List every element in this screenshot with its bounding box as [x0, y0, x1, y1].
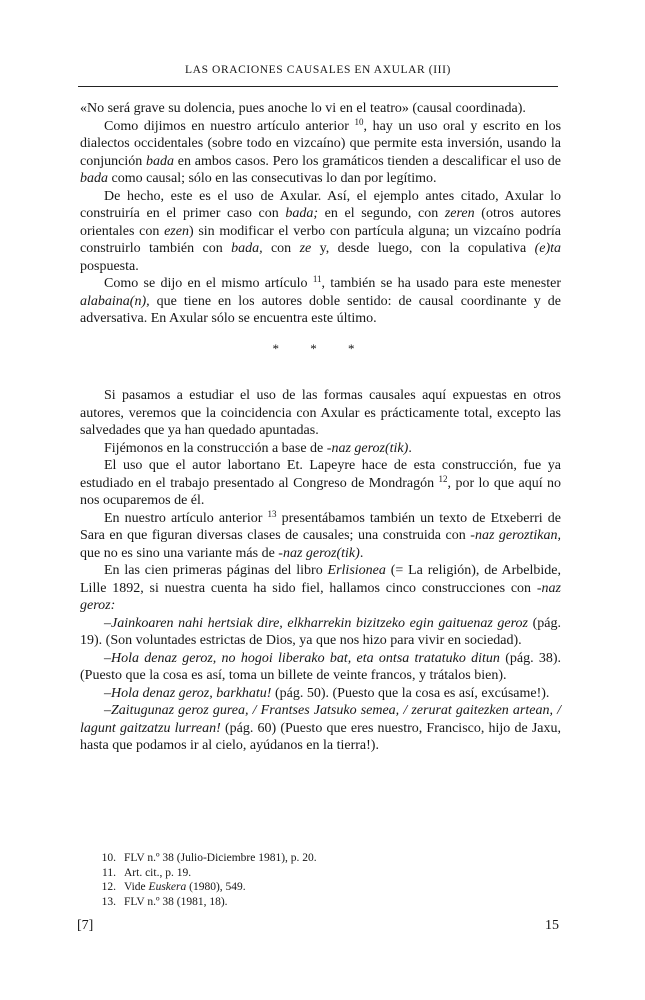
book-title: Erlisionea	[327, 563, 386, 578]
italic-term: -naz geroztikan,	[470, 528, 561, 543]
paragraph: «No será grave su dolencia, pues anoche lo vi en el teatro» (causal coordinada).	[80, 101, 526, 116]
quote-example	[80, 615, 561, 650]
italic-term: bada,	[231, 241, 263, 256]
text-run: , por lo que aquí no nos ocuparemos de él.	[80, 475, 561, 508]
quote-translation: (pág. 38). (Puesto que la cosa es así, toma un billete de veinte francos, y trátalos bien).	[80, 650, 561, 683]
paragraph	[80, 562, 561, 615]
italic-term: ze	[299, 241, 312, 256]
text-run: , también se ha usado para este menester	[321, 276, 561, 291]
text-run: y, desde luego, con la copulativa	[311, 241, 535, 256]
footnote-number: 13.	[101, 895, 116, 908]
footnote-ref: 10	[354, 116, 364, 127]
text-run: pospuesta.	[80, 258, 139, 274]
quote-translation: (pág. 50). (Puesto que la cosa es así, excúsame!).	[271, 685, 550, 701]
quote-example	[80, 702, 561, 755]
text-run: (= La religión), de Arbelbide, Lille 1892, si nuestra cuenta ha sido fiel, hallamos cinco construcciones con	[80, 563, 562, 596]
text-run: El uso que el autor labortano Et. Lapeyre hace de esta construcción, fue ya estudiado en el trabajo presentado al Congreso de Mondragón	[80, 458, 561, 491]
footnote	[80, 880, 560, 895]
footnote	[80, 895, 560, 910]
text-run: ) sin modificar el verbo con partícula alguna; un vizcaíno podría construirlo también con	[80, 223, 562, 256]
text-run: , hay un uso oral y escrito en los dialectos occidentales (sobre todo en vizcaíno) que permite esta inversión, usando la conjunción	[80, 118, 562, 169]
footnote-number: 12.	[101, 881, 116, 893]
paragraph	[80, 188, 561, 276]
text-run: que no es sino una variante más de	[80, 545, 279, 561]
quote-translation: (pág. 60) (Puesto que eres nuestro, Francisco, hijo de Jaxu, hasta que podamos ir al cielo, ayúdanos en la tierra!).	[80, 720, 561, 753]
basque-quote: –Jainkoaren nahi hertsiak dire, elkharrekin bizitzeko egin gaituenaz geroz	[104, 615, 528, 631]
footnote-ref: 13	[267, 508, 277, 519]
text-run: Como dijimos en nuestro artículo anterior	[104, 118, 355, 134]
quote-example	[80, 685, 561, 703]
italic-term: (e)ta	[534, 241, 561, 256]
italic-term: alabaina(n),	[80, 293, 150, 309]
section-separator: * * *	[272, 340, 369, 356]
paragraph	[80, 457, 561, 510]
text-run: como causal; sólo en las consecutivas lo dan por legítimo.	[108, 171, 437, 186]
basque-quote: –Hola denaz geroz, no hogoi liberako bat, eta ontsa tratatuko ditun	[104, 650, 500, 666]
page-number: 15	[545, 918, 559, 933]
italic-term: -naz geroz(tik)	[326, 440, 409, 456]
text-run: En las cien primeras páginas del libro	[104, 563, 328, 578]
footnote	[80, 851, 560, 866]
italic-term: -naz geroz(tik)	[278, 545, 360, 561]
footnotes	[80, 851, 560, 909]
text-run: De hecho, este es el uso de Axular. Así, el ejemplo antes citado, Axular lo construiría en el primer caso con	[80, 188, 561, 221]
text-run: con	[262, 241, 300, 256]
paragraph	[80, 510, 561, 563]
folio-left: [7]	[77, 918, 94, 933]
paragraph	[80, 118, 561, 188]
text-run: (1980), 549.	[186, 881, 246, 893]
text-run: Vide	[124, 881, 149, 893]
footnote-ref: 12	[438, 473, 448, 484]
text-run: En nuestro artículo anterior	[104, 510, 268, 526]
text-run: (otros autores orientales con	[80, 206, 561, 239]
text-run: .	[408, 440, 412, 456]
running-header: LAS ORACIONES CAUSALES EN AXULAR (III)	[185, 64, 451, 76]
text-run: presentábamos también un texto de Etxeberri de Sara en que figuran diversas clases de causales; una construida con	[80, 510, 562, 543]
text-run: en ambos casos. Pero los gramáticos tienden a descalificar el uso de	[173, 153, 561, 169]
footnote-text: FLV n.º 38 (Julio-Diciembre 1981), p. 20.	[124, 852, 317, 864]
italic-term: bada;	[285, 206, 319, 221]
footnote-number: 11.	[102, 866, 116, 879]
text-run: Como se dijo en el mismo artículo	[104, 276, 313, 291]
header-rule	[78, 86, 558, 87]
text-run: en el segundo, con	[318, 206, 445, 221]
text-run: que tiene en los autores doble sentido: de causal coordinante y de adversativa. En Axular sólo se encuentra este último.	[80, 293, 561, 326]
text-run: Fijémonos en la construcción a base de	[104, 440, 327, 456]
footnote-text: Art. cit., p. 19.	[124, 866, 192, 879]
quote-translation: (pág. 19). (Son voluntades estrictas de Dios, ya que nos hizo para vivir en sociedad).	[80, 615, 561, 648]
footnote-ref: 11	[312, 274, 322, 284]
main-text	[80, 100, 561, 755]
italic-term: bada	[80, 171, 108, 186]
footnote-text: FLV n.º 38 (1981, 18).	[124, 895, 228, 908]
italic-term: -naz geroz:	[80, 580, 561, 613]
paragraph: Si pasamos a estudiar el uso de las formas causales aquí expuestas en otros autores, veremos que la coincidencia con Axular es prácticamente total, excepto las salvedades que ya han quedado apuntadas.	[80, 388, 561, 438]
quote-example	[80, 650, 561, 685]
footnote-text	[124, 880, 246, 895]
italic-term: ezen	[164, 223, 189, 239]
paragraph	[80, 440, 561, 458]
basque-quote: –Hola denaz geroz, barkhatu!	[104, 685, 272, 701]
text-run: .	[359, 545, 364, 561]
footnote	[80, 866, 560, 881]
italic-term: zeren	[444, 206, 475, 221]
footnote-number: 10.	[101, 852, 116, 864]
paragraph	[80, 275, 561, 328]
basque-quote: –Zaitugunaz geroz gurea, / Frantses Jatsuko semea, / zerurat gaitezken artean, / lagunt gaitzatzu lurrean!	[80, 703, 561, 736]
italic-term: bada	[145, 153, 174, 169]
journal-title: Euskera	[148, 881, 187, 893]
